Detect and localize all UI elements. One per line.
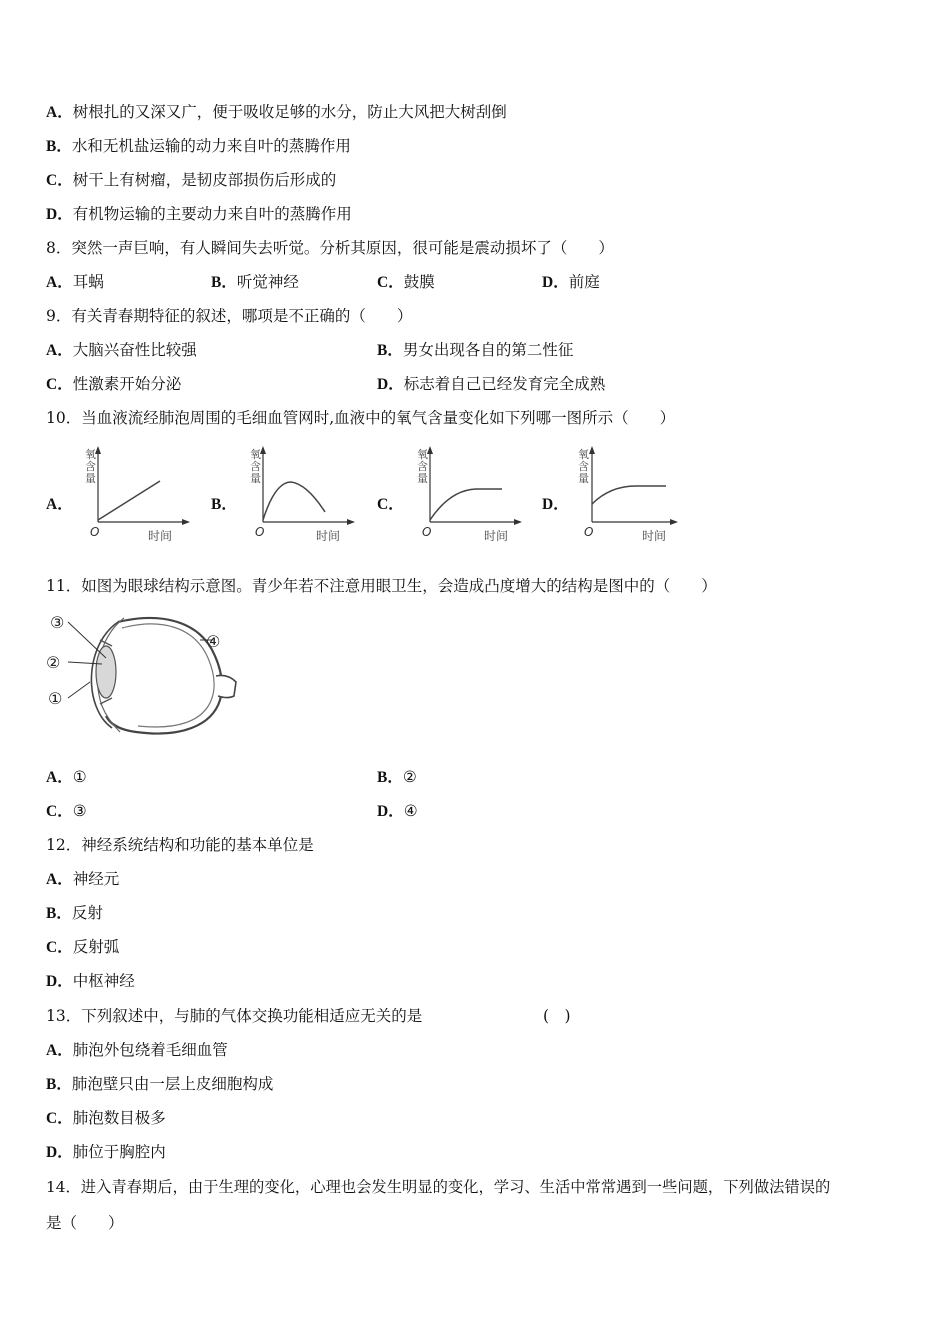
q9-stem: 9．有关青春期特征的叙述，哪项是不正确的（ ） [46, 307, 413, 325]
q11-option-b: B．② [377, 768, 417, 786]
q10-graph-b-letter: B． [211, 496, 237, 513]
xlabel: 时间 [316, 529, 341, 543]
origin-label: O [584, 525, 594, 539]
q10-graph-a-letter: A． [46, 496, 73, 513]
q13-option-d: D．肺位于胸腔内 [46, 1143, 166, 1161]
q13-bracket: ( ) [543, 1007, 571, 1025]
q8-option-c: C．鼓膜 [377, 273, 435, 291]
q12-option-a: A．神经元 [46, 870, 120, 888]
q10-graph-c [410, 444, 526, 544]
q11-option-a: A．① [46, 768, 87, 786]
q9-option-a: A．大脑兴奋性比较强 [46, 341, 197, 359]
ylabel-3: 氧含量 [417, 448, 428, 485]
ylabel-1: 氧含量 [85, 448, 96, 485]
xlabel: 时间 [484, 529, 509, 543]
q10-graph-a [78, 444, 194, 544]
ylabel-2: 氧含量 [250, 448, 261, 485]
q11-stem: 11．如图为眼球结构示意图。青少年若不注意用眼卫生，会造成凸度增大的结构是图中的（ ） [46, 577, 717, 595]
label-1: ① [48, 689, 63, 708]
q11-option-d: D．④ [377, 802, 418, 820]
curve-rise-fall [263, 482, 325, 520]
q8-option-b: B．听觉神经 [211, 273, 299, 291]
label-3: ③ [50, 613, 65, 632]
q10-graph-d-letter: D． [542, 496, 569, 513]
curve-rise-plateau [430, 489, 502, 520]
q13-option-b: B．肺泡壁只由一层上皮细胞构成 [46, 1075, 274, 1093]
q11-option-c: C．③ [46, 802, 87, 820]
q10-graph-b [243, 444, 359, 544]
origin-label: O [422, 525, 432, 539]
q8-stem: 8．突然一声巨响，有人瞬间失去听觉。分析其原因，很可能是震动损坏了（ ） [46, 239, 614, 257]
q7-option-d: D．有机物运输的主要动力来自叶的蒸腾作用 [46, 205, 352, 223]
optic-nerve [216, 675, 236, 697]
q9-option-d: D．标志着自己已经发育完全成熟 [377, 375, 606, 393]
q12-option-b: B．反射 [46, 904, 103, 922]
q13-option-c: C．肺泡数目极多 [46, 1109, 166, 1127]
q14-stem-line1: 14．进入青春期后，由于生理的变化，心理也会发生明显的变化，学习、生活中常常遇到一些问题，下列做法错误的 [46, 1178, 831, 1196]
curve-offset-rise-plateau [592, 486, 666, 504]
label-4: ④ [206, 632, 221, 651]
choroid [122, 624, 214, 727]
xlabel: 时间 [642, 529, 667, 543]
q10-graph-c-letter: C． [377, 496, 404, 513]
q9-option-b: B．男女出现各自的第二性征 [377, 341, 574, 359]
q14-stem-line2: 是（ ） [46, 1214, 124, 1232]
ylabel-4: 氧含量 [578, 448, 589, 485]
xlabel: 时间 [148, 529, 173, 543]
eyeball-diagram [40, 606, 240, 746]
q13-stem: 13．下列叙述中，与肺的气体交换功能相适应无关的是 [46, 1007, 423, 1025]
q7-option-b: B．水和无机盐运输的动力来自叶的蒸腾作用 [46, 137, 351, 155]
q8-option-d: D．前庭 [542, 273, 600, 291]
q10-graph-d [566, 444, 682, 544]
label-2: ② [46, 653, 61, 672]
curve-linear [98, 481, 160, 520]
q8-option-a: A．耳蜗 [46, 273, 104, 291]
q10-stem: 10．当血液流经肺泡周围的毛细血管网时,血液中的氧气含量变化如下列哪一图所示（ ） [46, 409, 676, 427]
q7-option-c: C．树干上有树瘤，是韧皮部损伤后形成的 [46, 171, 337, 189]
q12-stem: 12．神经系统结构和功能的基本单位是 [46, 836, 314, 854]
q12-option-d: D．中枢神经 [46, 972, 135, 990]
sclera [106, 618, 222, 733]
q13-option-a: A．肺泡外包绕着毛细血管 [46, 1041, 228, 1059]
origin-label: O [90, 525, 100, 539]
q9-option-c: C．性激素开始分泌 [46, 375, 182, 393]
q7-option-a: A．树根扎的又深又广，便于吸收足够的水分，防止大风把大树刮倒 [46, 103, 507, 121]
q12-option-c: C．反射弧 [46, 938, 120, 956]
origin-label: O [255, 525, 265, 539]
lens [96, 646, 116, 698]
